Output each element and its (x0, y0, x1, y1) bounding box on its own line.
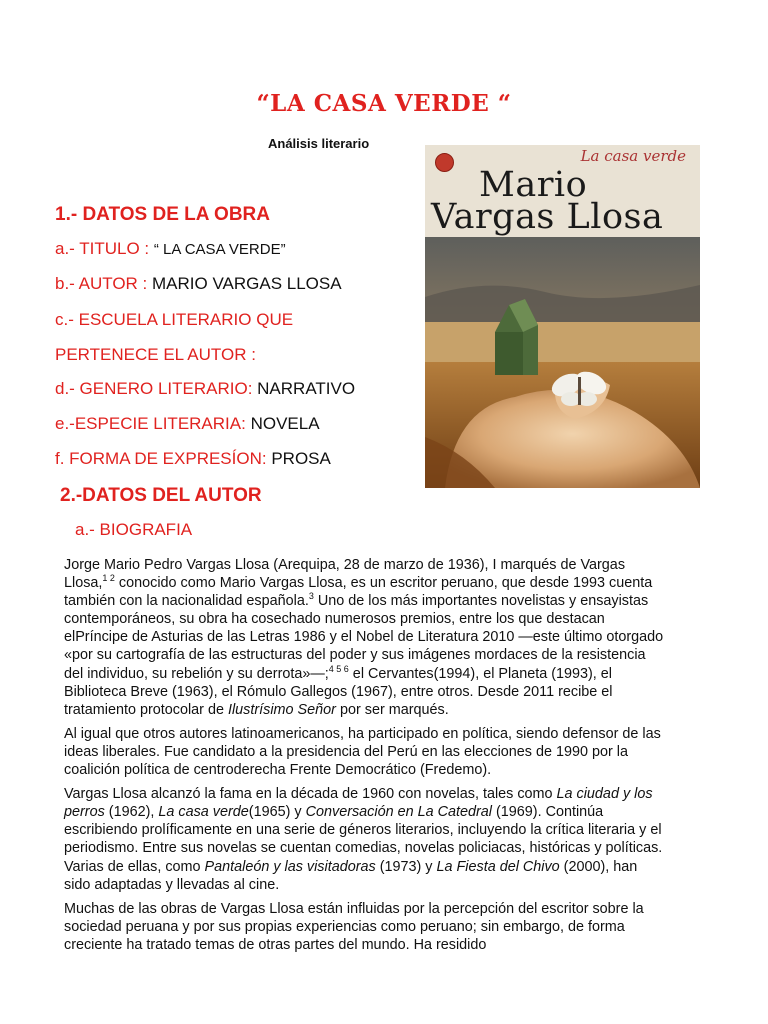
section-heading-datos-obra: 1.- DATOS DE LA OBRA (55, 204, 270, 225)
document-title: “LA CASA VERDE “ (256, 90, 512, 117)
row-value: MARIO VARGAS LLOSA (152, 274, 342, 293)
section-heading-datos-autor: 2.-DATOS DEL AUTOR (60, 485, 262, 506)
document-subtitle: Análisis literario (268, 136, 370, 151)
cover-author-last: Vargas Llosa (431, 197, 664, 237)
row-pertenece (55, 345, 256, 365)
text-run: Vargas Llosa alcanzó la fama en la década de 1960 con novelas, tales como (64, 786, 557, 803)
row-label: PERTENECE EL AUTOR : (55, 345, 256, 364)
row-escuela (55, 310, 293, 330)
italic-run: La casa verde (158, 804, 249, 821)
italic-run: Conversación en La Catedral (305, 804, 492, 821)
text-run: (1965) y (248, 804, 306, 821)
footnote-ref: 3 (308, 591, 314, 602)
subsection-biografia: a.- BIOGRAFIA (75, 520, 193, 539)
text-run: por ser marqués. (335, 701, 449, 718)
row-label: e.-ESPECIE LITERARIA: (55, 414, 251, 433)
italic-run: La ciudad y los perros (64, 786, 653, 821)
text-run: (1962), (104, 804, 159, 821)
text-run: el Cervantes(1994), el Planeta (1993), el Biblioteca Breve (1963), el Rómulo Gallegos (1967), entre otros. Desde 2011 recibe el tratamiento protocolar de (64, 665, 613, 718)
text-run: (1973) y (375, 858, 437, 875)
bio-paragraph-3 (64, 785, 664, 894)
italic-run: Pantaleón y las visitadoras (204, 858, 376, 875)
italic-run: La Fiesta del Chivo (436, 858, 560, 875)
cover-title: La casa verde (580, 147, 686, 165)
row-value: NOVELA (250, 414, 320, 433)
row-titulo (55, 239, 286, 259)
footnote-ref: 4 5 6 (328, 663, 349, 674)
row-label: c.- ESCUELA LITERARIO QUE (55, 310, 294, 329)
publisher-logo-icon (435, 153, 454, 172)
book-cover-image (425, 145, 700, 488)
cover-artwork (425, 237, 700, 488)
row-label: b.- AUTOR : (55, 274, 152, 293)
row-label: a.- TITULO : (55, 239, 154, 258)
text-run: conocido como Mario Vargas Llosa, es un escritor peruano, que desde 1993 cuenta también con la nacionalidad española. (64, 575, 653, 610)
bio-paragraph-1 (64, 556, 664, 719)
row-especie (55, 414, 320, 434)
text-run: Jorge Mario Pedro Vargas Llosa (Arequipa, 28 de marzo de 1936), I marqués de Vargas Llosa, (64, 557, 626, 592)
row-forma (55, 449, 331, 469)
text-run: (1969). Continúa escribiendo prolíficamente en una serie de géneros literarios, incluyendo la crítica literaria y el periodismo. Entre sus novelas se cuentan comedias, novelas policiacas, históricas y políticas. Varias de ellas, como (64, 804, 663, 875)
row-value: “ LA CASA VERDE” (153, 241, 286, 258)
row-label: f. FORMA DE EXPRESÍON: (55, 449, 272, 468)
text-run: (2000), han sido adaptadas y llevadas al cine. (64, 858, 638, 893)
footnote-ref: 1 2 (102, 573, 115, 584)
row-label: d.- GENERO LITERARIO: (55, 379, 258, 398)
text-run: Uno de los más importantes novelistas y ensayistas contemporáneos, su obra ha cosechado numerosos premios, entre los que destacan elPríncipe de Asturias de las Letras 1986 y el Nobel de Literatura 2010 —este último otorgado «por su cartografía de las estructuras del poder y sus imágenes mordaces de la resistencia del individuo, su rebelión y su derrota»—; (64, 593, 664, 682)
row-value: PROSA (271, 449, 331, 468)
row-value: NARRATIVO (257, 379, 356, 398)
italic-run: Ilustrísimo Señor (227, 701, 336, 718)
row-autor (55, 274, 342, 294)
cover-author-first: Mario (479, 165, 588, 205)
row-genero (55, 379, 355, 399)
biography-text (64, 556, 664, 960)
bio-paragraph-4: Muchas de las obras de Vargas Llosa están influidas por la percepción del escritor sobre la sociedad peruana y por sus propias experiencias como peruano; sin embargo, de forma creciente ha tratado temas de otras partes del mundo. Ha residido (64, 900, 644, 953)
bio-paragraph-2: Al igual que otros autores latinoamericanos, ha participado en política, siendo defensor de las ideas liberales. Fue candidato a la presidencia del Perú en las elecciones de 1990 por la coalición política de centroderecha Frente Democrático (Fredemo). (64, 725, 661, 779)
